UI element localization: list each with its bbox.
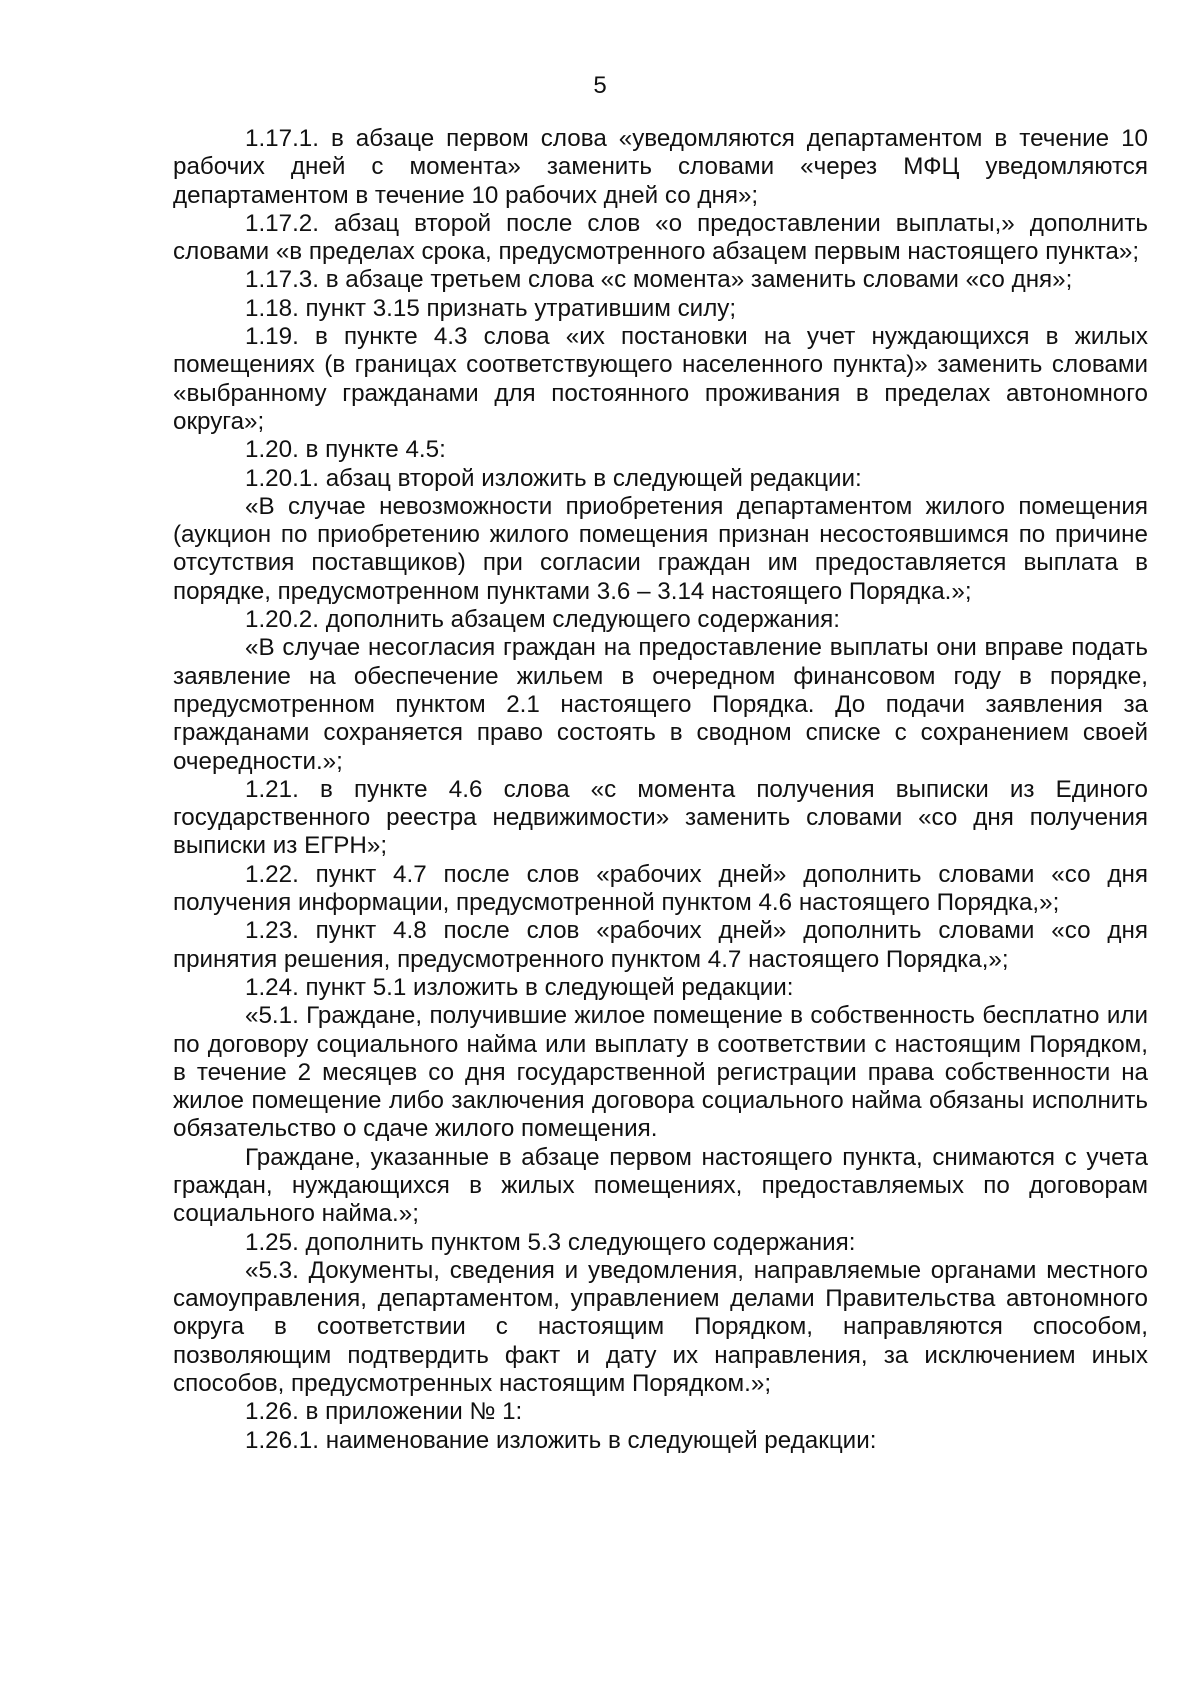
paragraph-1-26: 1.26. в приложении № 1: xyxy=(245,1398,523,1426)
paragraph-quote-4-5-a: «В случае невозможности приобретения департаментом жилого помещения (аукцион по приобретению жилого помещения признан несостоявшимся по причине отсутствия поставщиков) при согласии граждан им предоставляется выплата в порядке, предусмотренном пунктами 3.6 – 3.14 настоящего Порядка.»; xyxy=(173,492,1148,605)
paragraph-quote-4-5-b: «В случае несогласия граждан на предоставление выплаты они вправе подать заявление на обеспечение жильем в очередном финансовом году в порядке, предусмотренном пунктом 2.1 настоящего Порядка. До подачи заявления за гражданами сохраняется право состоять в сводном списке с сохранением своей очередности.»; xyxy=(173,634,1148,775)
paragraph-1-23: 1.23. пункт 4.8 после слов «рабочих дней» дополнить словами «со дня принятия решения, предусмотренного пунктом 4.7 настоящего Порядка,»; xyxy=(173,917,1148,973)
paragraph-1-26-1: 1.26.1. наименование изложить в следующей редакции: xyxy=(245,1426,877,1454)
paragraph-1-20-2: 1.20.2. дополнить абзацем следующего содержания: xyxy=(245,606,840,634)
paragraph-1-17-1: 1.17.1. в абзаце первом слова «уведомляются департаментом в течение 10 рабочих дней с момента» заменить словами «через МФЦ уведомляются департаментом в течение 10 рабочих дней со дня»; xyxy=(173,125,1148,209)
paragraph-1-20-1: 1.20.1. абзац второй изложить в следующей редакции: xyxy=(245,464,862,492)
paragraph-quote-5-1: «5.1. Граждане, получившие жилое помещение в собственность бесплатно или по договору социального найма или выплату в соответствии с настоящим Порядком, в течение 2 месяцев со дня государственной регистрации права собственности на жилое помещение либо заключения договора социального найма обязаны исполнить обязательство о сдаче жилого помещения. xyxy=(173,1002,1148,1143)
paragraph-1-19: 1.19. в пункте 4.3 слова «их постановки на учет нуждающихся в жилых помещениях (в границах соответствующего населенного пункта)» заменить словами «выбранному гражданами для постоянного проживания в пределах автономного округа»; xyxy=(173,323,1148,435)
paragraph-1-25: 1.25. дополнить пунктом 5.3 следующего содержания: xyxy=(245,1228,856,1256)
paragraph-quote-5-1-b: Граждане, указанные в абзаце первом настоящего пункта, снимаются с учета граждан, нуждающихся в жилых помещениях, предоставляемых по договорам социального найма.»; xyxy=(173,1143,1148,1228)
paragraph-quote-5-3: «5.3. Документы, сведения и уведомления, направляемые органами местного самоуправления, департаментом, управлением делами Правительства автономного округа в соответствии с настоящим Порядком, направляются способом, позволяющим подтвердить факт и дату их направления, за исключением иных способов, предусмотренных настоящим Порядком.»; xyxy=(173,1256,1148,1398)
paragraph-1-24: 1.24. пункт 5.1 изложить в следующей редакции: xyxy=(245,973,794,1001)
document-body xyxy=(173,125,1148,1455)
paragraph-1-22: 1.22. пункт 4.7 после слов «рабочих дней» дополнить словами «со дня получения информации, предусмотренной пунктом 4.6 настоящего Порядка,»; xyxy=(173,860,1148,917)
paragraph-1-20: 1.20. в пункте 4.5: xyxy=(245,436,446,464)
paragraph-1-17-3: 1.17.3. в абзаце третьем слова «с момента» заменить словами «со дня»; xyxy=(245,266,1073,294)
paragraph-1-17-2: 1.17.2. абзац второй после слов «о предоставлении выплаты,» дополнить словами «в пределах срока, предусмотренного абзацем первым настоящего пункта»; xyxy=(173,209,1148,266)
paragraph-1-18: 1.18. пункт 3.15 признать утратившим силу; xyxy=(245,294,737,322)
paragraph-1-21: 1.21. в пункте 4.6 слова «с момента получения выписки из Единого государственного реестра недвижимости» заменить словами «со дня получения выписки из ЕГРН»; xyxy=(173,775,1148,860)
page-number: 5 xyxy=(593,72,607,99)
